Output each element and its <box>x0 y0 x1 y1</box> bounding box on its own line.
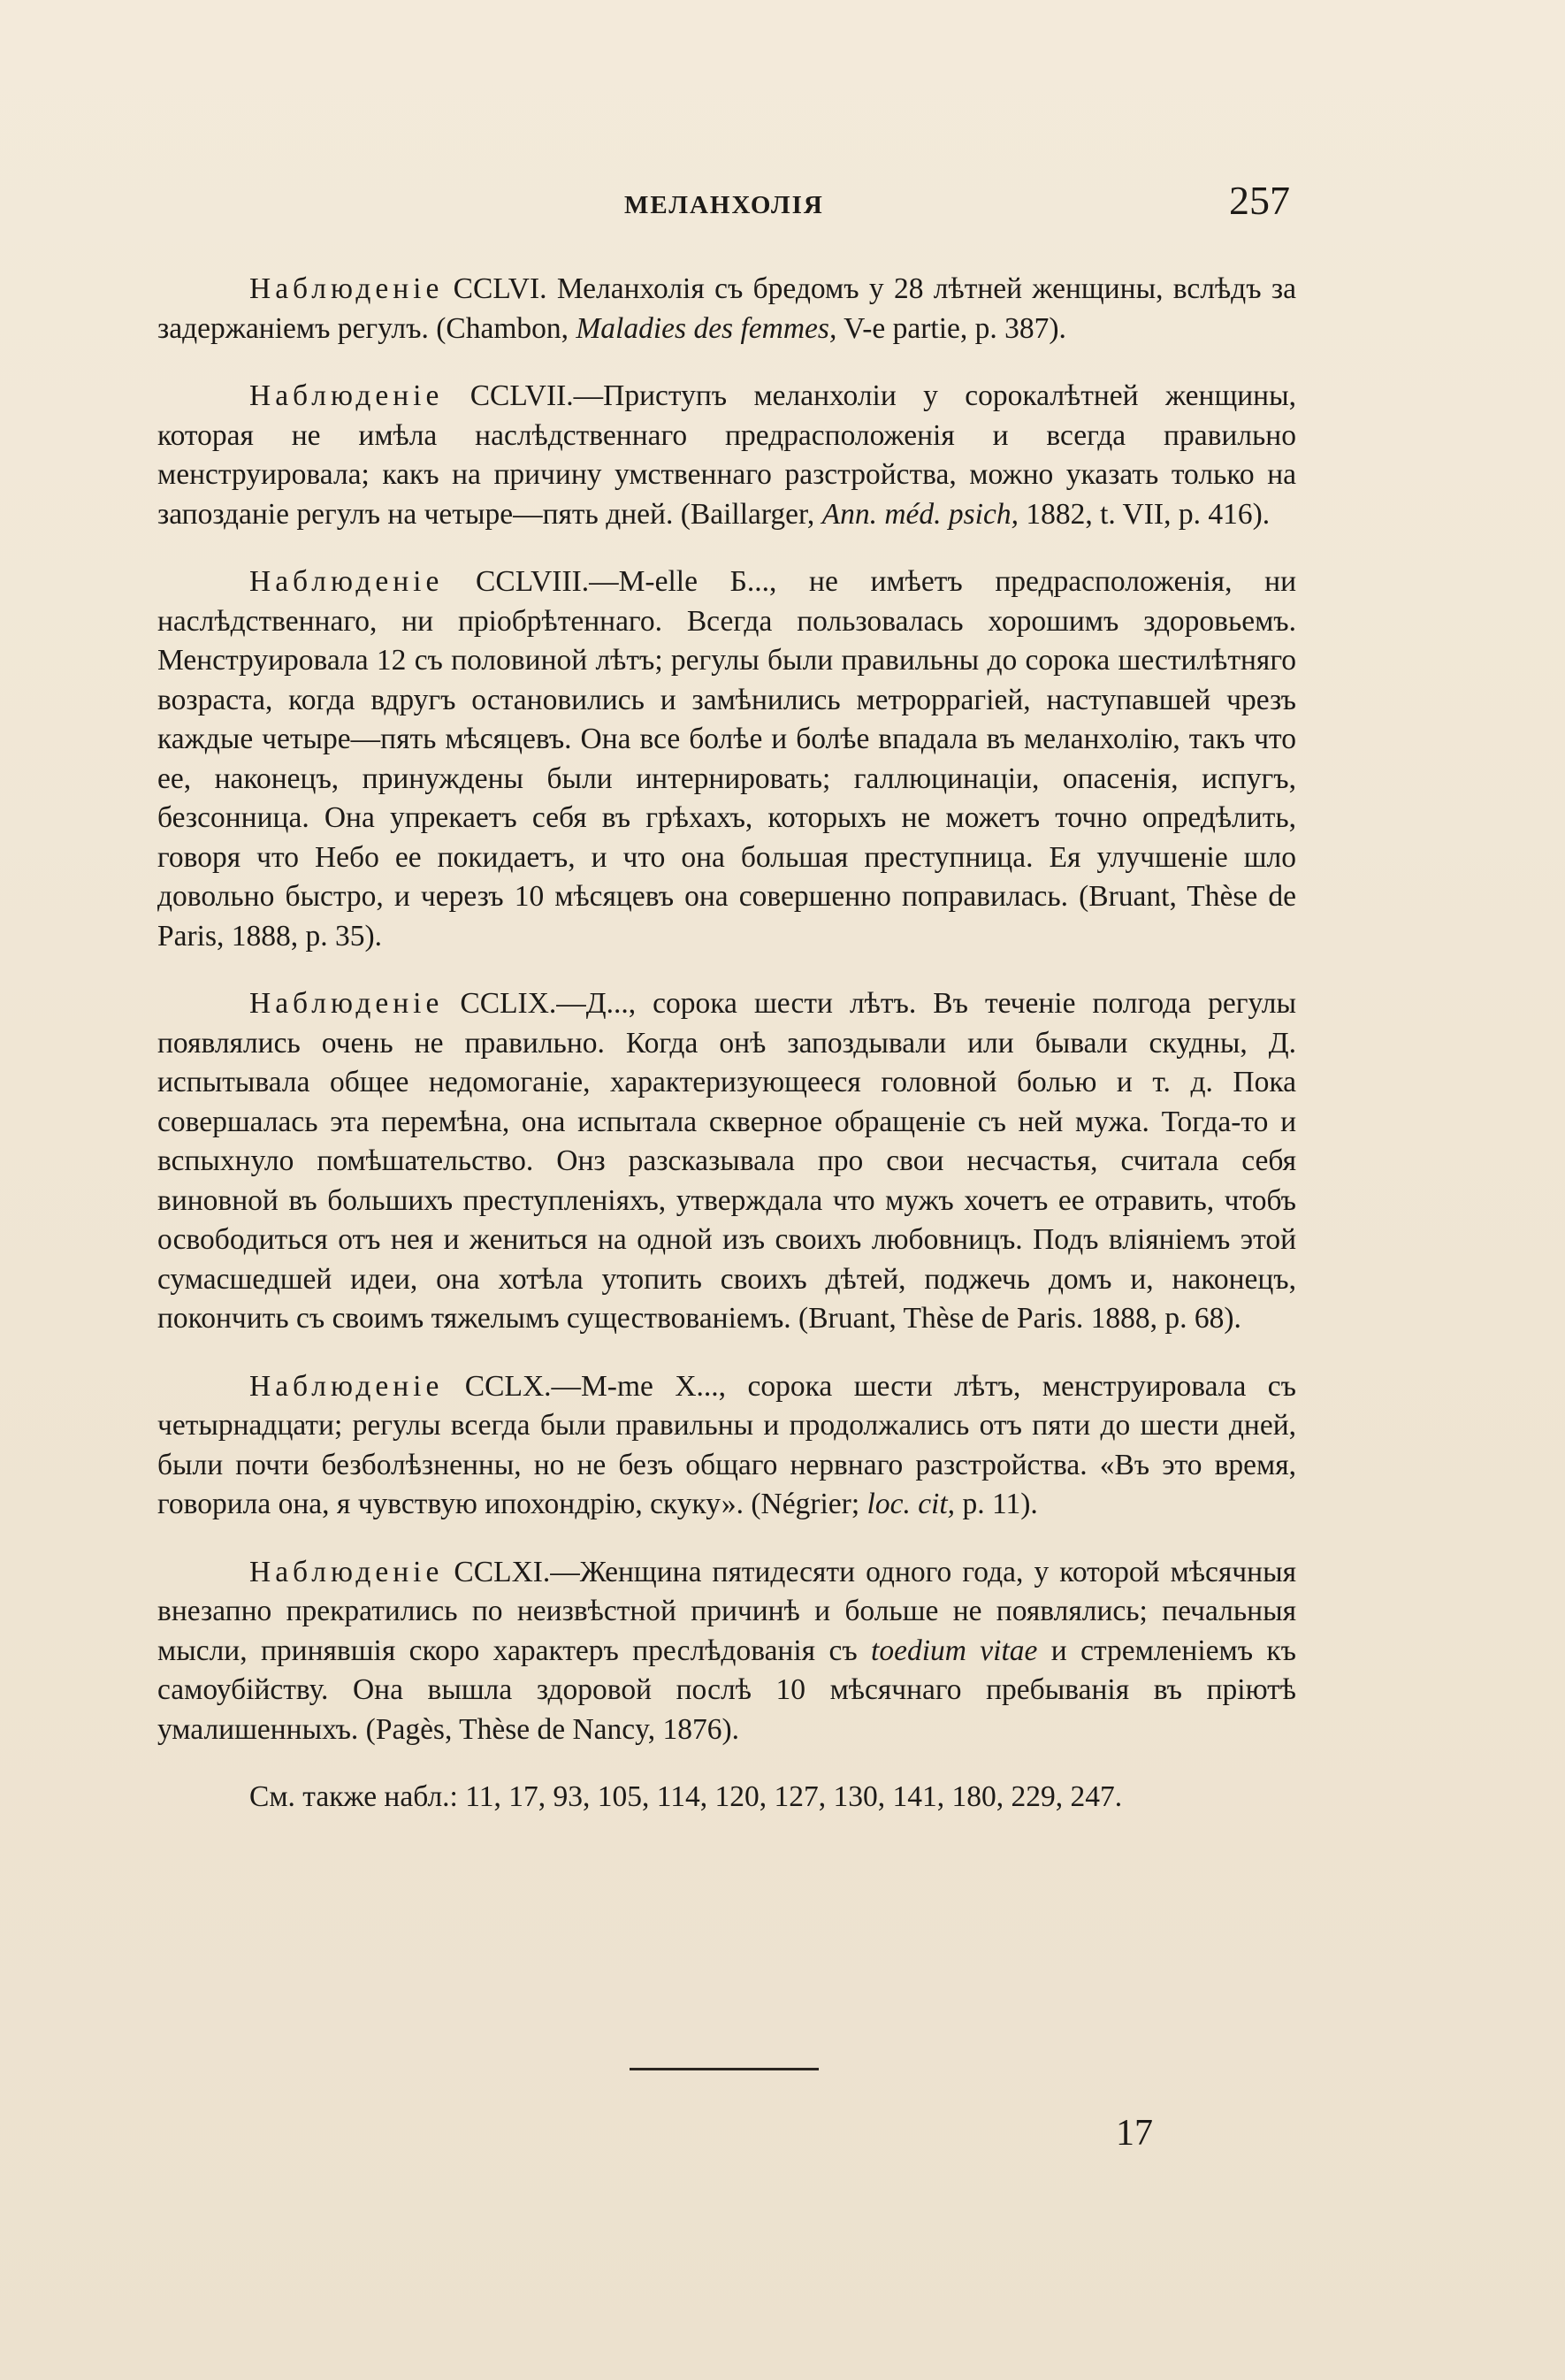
running-title: МЕЛАНХОЛІЯ <box>624 191 824 219</box>
observation-label: Наблюденіе <box>249 565 444 598</box>
observation-label: Наблюденіе <box>249 987 444 1020</box>
page-number: 257 <box>1229 178 1290 223</box>
observation-label: Наблюденіе <box>249 1369 444 1403</box>
observation-label: Наблюденіе <box>249 1555 444 1588</box>
observation-paragraph <box>157 1367 1296 1525</box>
observation-tail: 1882, t. VII, p. 416). <box>1018 497 1271 531</box>
observation-italic: toedium vitae <box>871 1634 1038 1667</box>
observation-text: CCLVI. Меланхолія съ бредомъ у 28 лѣтней женщины, вслѣдъ за задержаніемъ регулъ. (Chambon, <box>157 272 1296 345</box>
observation-text: CCLX.—M-me X..., сорока шести лѣтъ, менструировала съ четырнадцати; регулы всегда были правильны и продолжались отъ пяти до шести дней, были почти безболѣзненны, но не безъ общаго нервнаго разстройства. «Въ это время, говорила она, я чувствую ипохондрію, скуку». (Négrier; <box>157 1369 1296 1520</box>
observation-tail: V-e partie, p. 387). <box>836 311 1066 345</box>
observation-paragraph <box>157 377 1296 534</box>
observation-text: CCLVIII.—M-elle Б..., не имѣетъ предрасположенія, ни наслѣдственнаго, ни пріобрѣтеннаго. Всегда пользовалась хорошимъ здоровьемъ. Менструировала 12 съ половиной лѣтъ; регулы были правильны до сорока шестилѣтняго возраста, когда вдругъ остановились и замѣнились метроррагіей, наступавшей чрезъ каждые четыре—пять мѣсяцевъ. Она все болѣе и болѣе впадала въ меланхолію, такъ что ее, наконецъ, принуждены были интернировать; галлюцинаціи, опасенія, испугъ, безсонница. Она упрекаетъ себя въ грѣхахъ, которыхъ не можетъ точно опредѣлить, говоря что Небо ее покидаетъ, и что она большая преступница. Ея улучшеніе шло довольно быстро, и черезъ 10 мѣсяцевъ она совершенно поправилась. (Bruant, Thèse de Paris, 1888, p. 35). <box>157 565 1296 953</box>
body-text <box>157 270 1296 1846</box>
observation-paragraph <box>157 1553 1296 1750</box>
observation-italic: loc. cit, <box>866 1488 956 1520</box>
observation-tail: p. 11). <box>955 1488 1038 1520</box>
observation-paragraph <box>157 984 1296 1339</box>
observation-text: CCLIX.—Д..., сорока шести лѣтъ. Въ теченіе полгода регулы появлялись очень не правильно. Когда онѣ запоздывали или бывали скудны, Д. испытывала общее недомоганіе, характеризующееся головной болью и т. д. Пока совершалась эта перемѣна, она испытала скверное обращеніе съ ней мужа. Тогда-то и вспыхнуло помѣшательство. Онз разсказывала про свои несчастья, считала себя виновной въ большихъ преступленіяхъ, утверждала что мужъ хочетъ ее отравить, чтобъ освободиться отъ нея и жениться на одной изъ своихъ любовницъ. Подъ вліяніемъ этой сумасшедшей идеи, она хотѣла утопить своихъ дѣтей, поджечь домъ и, наконецъ, покончить съ своимъ тяжелымъ существованіемъ. (Bruant, Thèse de Paris. 1888, p. 68). <box>157 987 1296 1335</box>
observation-italic: Maladies des femmes, <box>576 311 837 345</box>
running-head <box>0 177 1565 230</box>
section-divider <box>630 2068 819 2070</box>
observation-text: CCLXI.—Женщина пятидесяти одного года, у которой мѣсячныя внезапно прекратились по неизвѣстной причинѣ и больше не появлялись; печальныя мысли, принявшія скоро характеръ преслѣдованія съ <box>157 1555 1296 1667</box>
observation-label: Наблюденіе <box>249 272 444 305</box>
observation-text: CCLVII.—Приступъ меланхоліи у сорокалѣтней женщины, которая не имѣла наслѣдственнаго предрасположенія и всегда правильно менструировала; какъ на причину умственнаго разстройства, можно указать только на запозданіе регулъ на четыре—пять дней. (Baillarger, <box>157 379 1296 531</box>
signature-mark: 17 <box>1116 2113 1153 2154</box>
observation-label: Наблюденіе <box>249 379 444 412</box>
observation-italic: Ann. méd. psich, <box>821 497 1019 531</box>
observation-paragraph <box>157 270 1296 348</box>
observation-tail: и стремленіемъ къ самоубійству. Она вышла здоровой послѣ 10 мѣсячнаго пребыванія въ пріютѣ умалишенныхъ. (Pagès, Thèse de Nancy, 1876). <box>157 1634 1296 1746</box>
see-also-line: См. также набл.: 11, 17, 93, 105, 114, 120, 127, 130, 141, 180, 229, 247. <box>249 1780 1123 1813</box>
observation-paragraph <box>157 562 1296 956</box>
